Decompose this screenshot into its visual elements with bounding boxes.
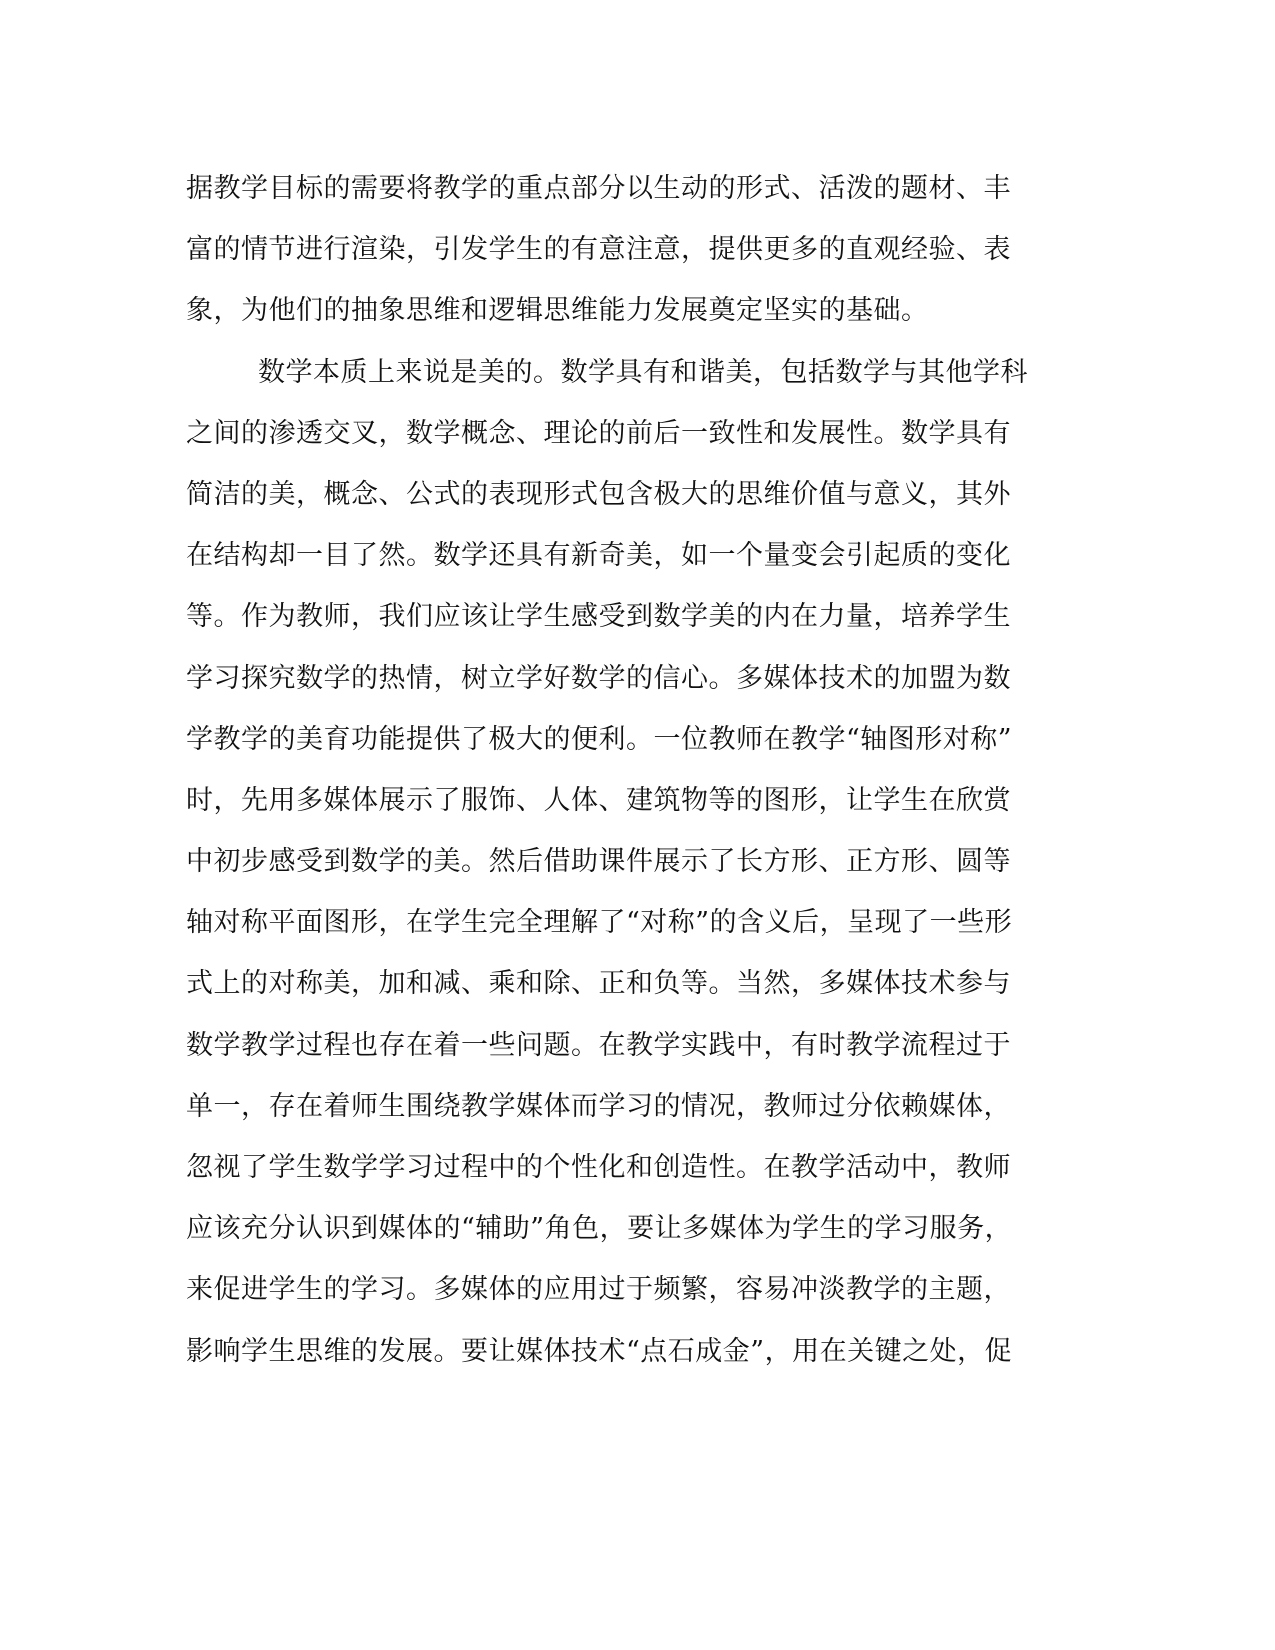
text-line-9: 学习探究数学的热情，树立学好数学的信心。多媒体技术的加盟为数	[186, 662, 1011, 694]
text-line-16: 单一，存在着师生围绕教学媒体而学习的情况，教师过分依赖媒体，	[186, 1090, 1011, 1122]
text-line-1: 据教学目标的需要将教学的重点部分以生动的形式、活泼的题材、丰	[186, 173, 1011, 204]
text-line-17: 忽视了学生数学学习过程中的个性化和创造性。在教学活动中，教师	[186, 1152, 1011, 1183]
text-line-2: 富的情节进行渲染，引发学生的有意注意，提供更多的直观经验、表	[186, 234, 1011, 266]
body-text	[186, 158, 1086, 1382]
text-line-13: 轴对称平面图形，在学生完全理解了“对称”的含义后，呈现了一些形	[186, 907, 1013, 939]
text-line-10: 学教学的美育功能提供了极大的便利。一位教师在教学“轴图形对称”	[186, 723, 1013, 755]
text-line-3: 象，为他们的抽象思维和逻辑思维能力发展奠定坚实的基础。	[186, 295, 929, 327]
text-line-8: 等。作为教师，我们应该让学生感受到数学美的内在力量，培养学生	[186, 601, 1011, 633]
text-line-19: 来促进学生的学习。多媒体的应用过于频繁，容易冲淡教学的主题，	[186, 1274, 1011, 1306]
text-line-18: 应该充分认识到媒体的“辅助”角色，要让多媒体为学生的学习服务，	[186, 1213, 1013, 1245]
text-line-6: 简洁的美，概念、公式的表现形式包含极大的思维价值与意义，其外	[186, 478, 1011, 510]
text-line-11: 时，先用多媒体展示了服饰、人体、建筑物等的图形，让学生在欣赏	[186, 784, 1011, 816]
text-line-12: 中初步感受到数学的美。然后借助课件展示了长方形、正方形、圆等	[186, 846, 1011, 878]
text-line-5: 之间的渗透交叉，数学概念、理论的前后一致性和发展性。数学具有	[186, 417, 1011, 449]
text-line-20: 影响学生思维的发展。要让媒体技术“点石成金”，用在关键之处，促	[186, 1335, 1013, 1367]
text-line-15: 数学教学过程也存在着一些问题。在教学实践中，有时教学流程过于	[186, 1029, 1011, 1061]
text-line-4: 数学本质上来说是美的。数学具有和谐美，包括数学与其他学科	[258, 356, 1028, 388]
text-line-7: 在结构却一目了然。数学还具有新奇美，如一个量变会引起质的变化	[186, 540, 1011, 572]
text-line-14: 式上的对称美，加和减、乘和除、正和负等。当然，多媒体技术参与	[186, 968, 1011, 1000]
